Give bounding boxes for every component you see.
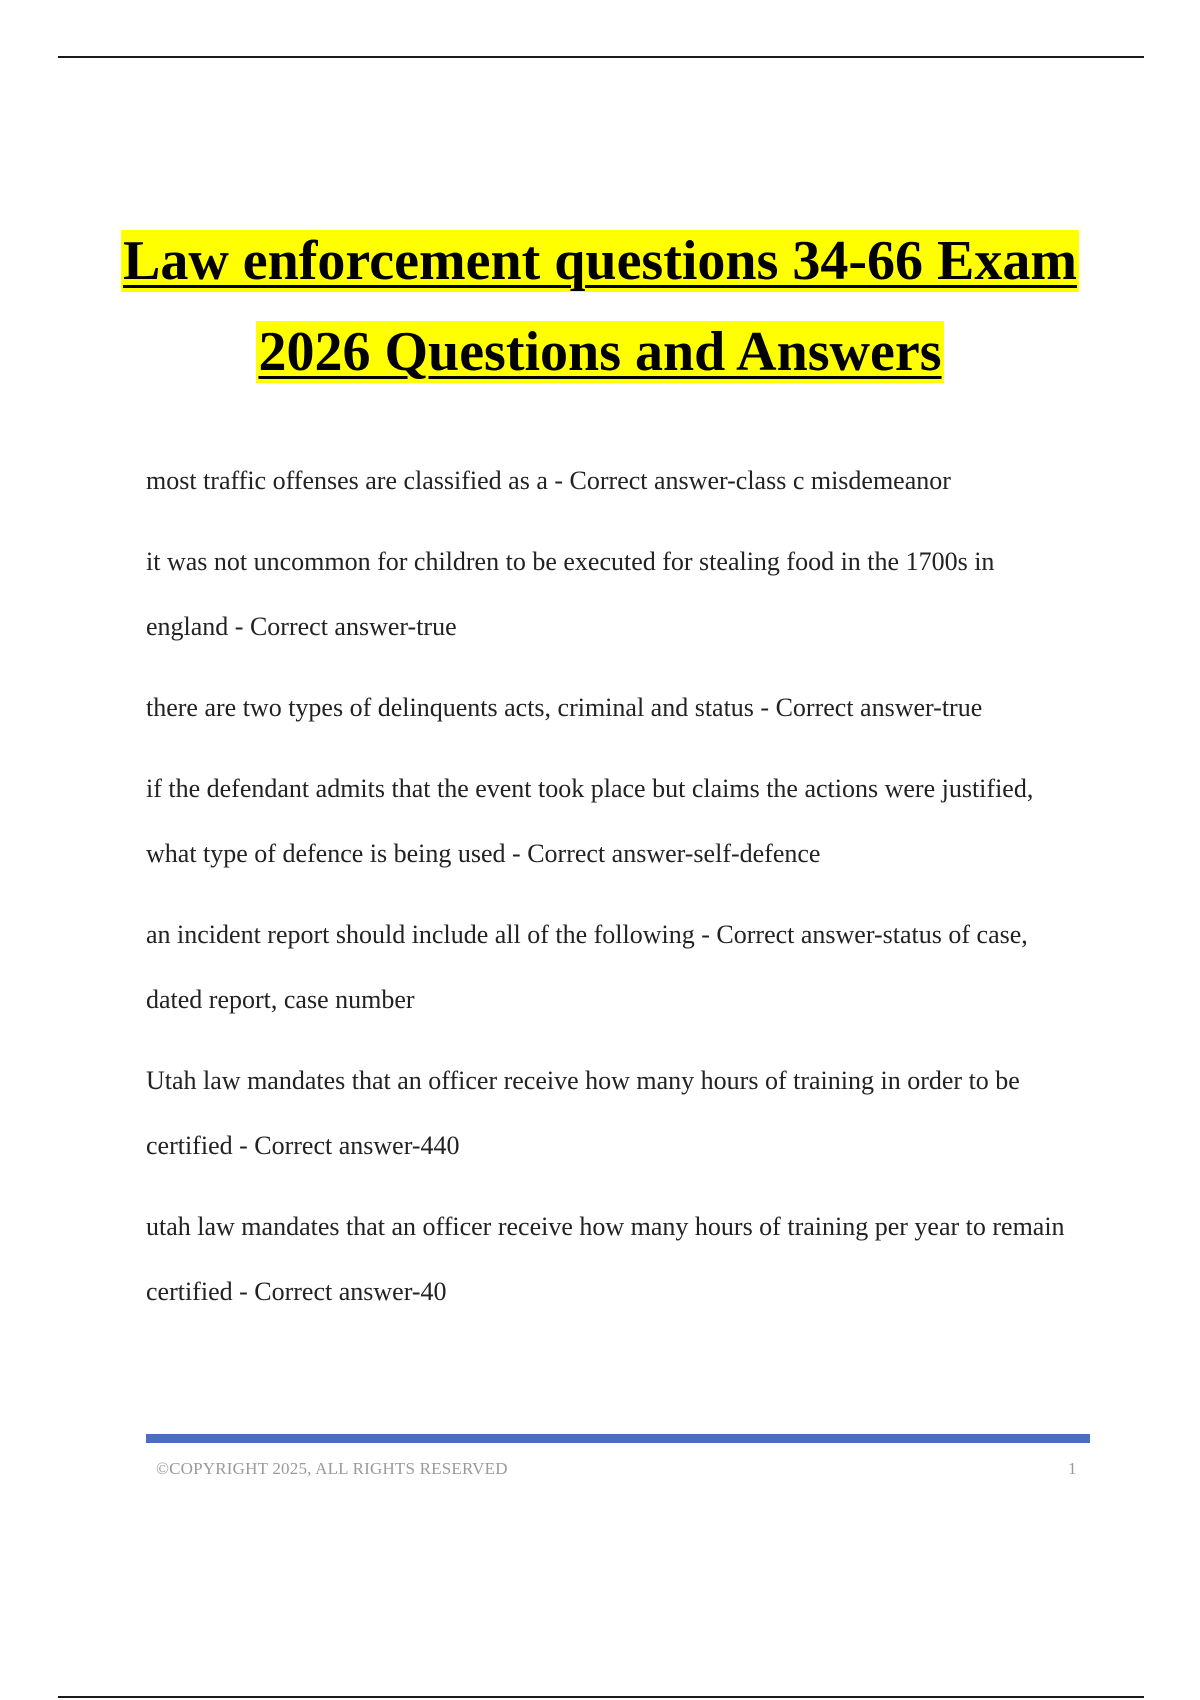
- question-item: utah law mandates that an officer receive how many hours of training per year to remain certified - Correct answer-40: [146, 1212, 1065, 1306]
- page-number: 1: [1068, 1459, 1077, 1478]
- question-item: there are two types of delinquents acts, criminal and status - Correct answer-true: [146, 693, 983, 722]
- page-title: [0, 216, 1200, 398]
- question-list: [146, 448, 1076, 1340]
- question-item: Utah law mandates that an officer receive how many hours of training in order to be certified - Correct answer-440: [146, 1066, 1020, 1160]
- copyright-notice: ©COPYRIGHT 2025, ALL RIGHTS RESERVED: [156, 1459, 508, 1478]
- question-item: most traffic offenses are classified as a - Correct answer-class c misdemeanor: [146, 466, 951, 495]
- bottom-rule: [58, 1696, 1144, 1698]
- question-item: it was not uncommon for children to be executed for stealing food in the 1700s in england - Correct answer-true: [146, 547, 995, 641]
- question-item: if the defendant admits that the event took place but claims the actions were justified, what type of defence is being used - Correct answer-self-defence: [146, 774, 1034, 868]
- footer-bar: [146, 1434, 1090, 1443]
- title-line-2: 2026 Questions and Answers: [258, 320, 942, 383]
- top-rule: [58, 56, 1144, 58]
- title-line-1: Law enforcement questions 34-66 Exam: [122, 229, 1078, 292]
- question-item: an incident report should include all of the following - Correct answer-status of case, dated report, case number: [146, 920, 1028, 1014]
